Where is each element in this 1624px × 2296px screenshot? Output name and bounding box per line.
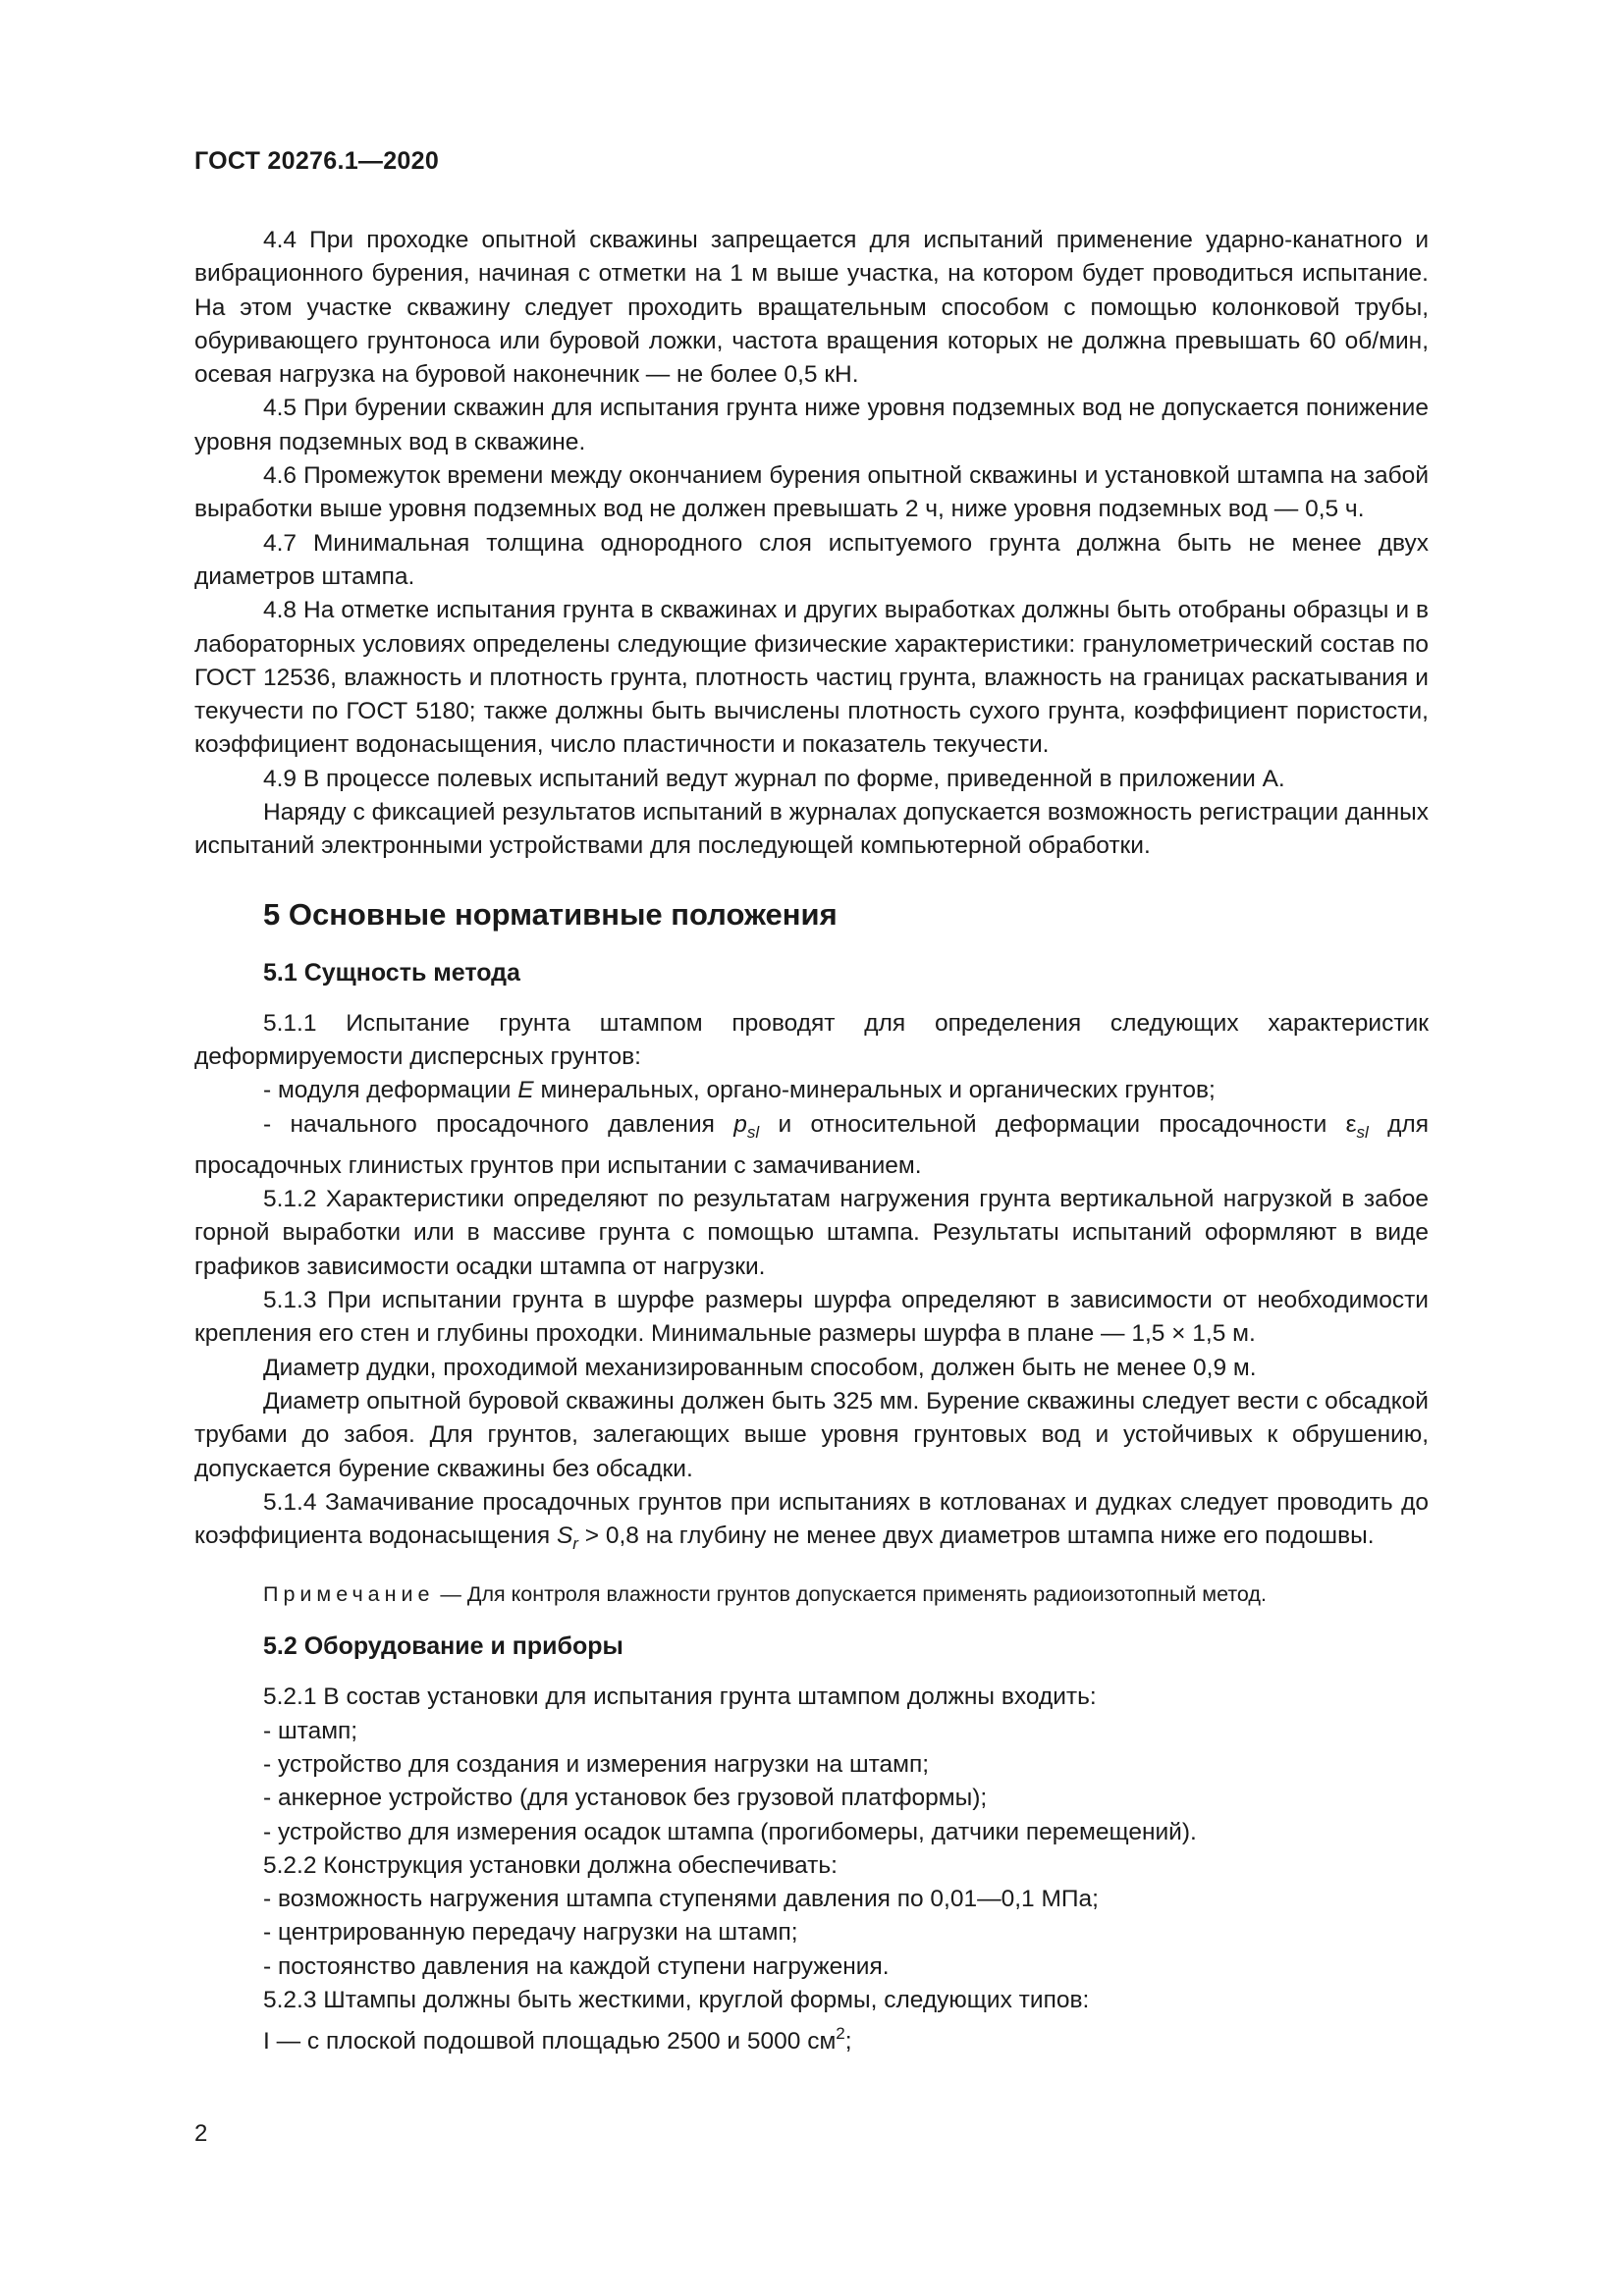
paragraph-4-5: 4.5 При бурении скважин для испытания грунта ниже уровня подземных вод не допускается понижение уровня подземных вод в скважине. — [194, 395, 1429, 455]
symbol-e: E — [517, 1077, 534, 1104]
paragraph-5-1-1: 5.1.1 Испытание грунта штампом проводят для определения следующих характеристик деформируемости дисперсных грунтов: — [194, 1009, 1429, 1070]
list-item: - анкерное устройство (для установок без грузовой платформы); — [263, 1785, 988, 1812]
paragraph-5-1-3-dudka: Диаметр дудки, проходимой механизированным способом, должен быть не менее 0,9 м. — [263, 1354, 1257, 1381]
section-5-heading: 5 Основные нормативные положения — [263, 896, 838, 932]
symbol-s: S — [556, 1522, 573, 1550]
bullet-deformation-modulus: - модуля деформации E минеральных, органо-минеральных и органических грунтов; — [263, 1077, 1216, 1104]
paragraph-4-7: 4.7 Минимальная толщина однородного слоя испытуемого грунта должна быть не менее двух диаметров штампа. — [194, 529, 1429, 590]
paragraph-5-2-2: 5.2.2 Конструкция установки должна обеспечивать: — [263, 1851, 838, 1879]
note-text: — Для контроля влажности грунтов допускается применять радиоизотопный метод. — [434, 1582, 1267, 1607]
paragraph-5-1-2: 5.1.2 Характеристики определяют по результатам нагружения грунта вертикальной нагрузкой в забое горной выработки или в массиве грунта с помощью штампа. Результаты испытаний оформляют в виде графиков зависимости осадки штампа от нагрузки. — [194, 1186, 1429, 1280]
paragraph-5-1-3-borehole: Диаметр опытной буровой скважины должен быть 325 мм. Бурение скважины следует вести с обсадкой трубами до забоя. Для грунтов, залегающих выше уровня грунтовых вод и устойчивых к обрушению, допускается бурение скважины без обсадки. — [194, 1387, 1429, 1482]
list-item: - центрированную передачу нагрузки на штамп; — [263, 1919, 798, 1947]
paragraph-5-1-3: 5.1.3 При испытании грунта в шурфе размеры шурфа определяют в зависимости от необходимости крепления его стен и глубины проходки. Минимальные размеры шурфа в плане — 1,5 × 1,5 м. — [194, 1287, 1429, 1348]
page-number: 2 — [194, 2120, 208, 2147]
paragraph-4-6: 4.6 Промежуток времени между окончанием бурения опытной скважины и установкой штампа на забой выработки выше уровня подземных вод не должен превышать 2 ч, ниже уровня подземных вод — 0,5 ч. — [194, 462, 1429, 523]
note-label: Примечание — [263, 1582, 435, 1607]
bullet-collapse-pressure: - начального просадочного давления $p_{sl}$ и относительной деформации просадочности $\varepsilon_{sl}$ для просадочных глинистых грунтов при испытании с замачиванием. — [194, 1110, 1429, 1179]
subsection-5-2-heading: 5.2 Оборудование и приборы — [263, 1632, 623, 1661]
subsection-5-1-heading: 5.1 Сущность метода — [263, 958, 520, 987]
paragraph-4-9: 4.9 В процессе полевых испытаний ведут журнал по форме, приведенной в приложении А. — [263, 765, 1285, 792]
symbol-p: p — [733, 1110, 747, 1138]
list-item: - возможность нагружения штампа ступенями давления по 0,01—0,1 МПа; — [263, 1886, 1099, 1913]
list-item: - устройство для измерения осадок штампа (прогибомеры, датчики перемещений). — [263, 1818, 1197, 1845]
paragraph-5-2-3: 5.2.3 Штампы должны быть жесткими, круглой формы, следующих типов: — [263, 1987, 1090, 2014]
stamp-type-1: I — с плоской подошвой площадью 2500 и 5000 $см^2$; — [263, 2024, 852, 2056]
list-item: - штамп; — [263, 1717, 358, 1744]
document-body — [194, 224, 1429, 2059]
paragraph-4-4: 4.4 При проходке опытной скважины запрещается для испытаний применение ударно-канатного и вибрационного бурения, начиная с отметки на 1 м выше участка, на котором будет проводиться испытание. На этом участке скважину следует проходить вращательным способом с помощью колонковой трубы, обуривающего грунтоноса или буровой ложки, частота вращения которых не должна превышать 60 об/мин, осевая нагрузка на буровой наконечник — не более 0,5 кН. — [194, 227, 1429, 389]
paragraph-4-9-continued: Наряду с фиксацией результатов испытаний в журналах допускается возможность регистрации данных испытаний электронными устройствами для последующей компьютерной обработки. — [194, 799, 1429, 860]
paragraph-4-8: 4.8 На отметке испытания грунта в скважинах и других выработках должны быть отобраны образцы и в лабораторных условиях определены следующие физические характеристики: гранулометрический состав по ГОСТ 12536, влажность и плотность грунта, плотность частиц грунта, влажность на границах раскатывания и текучести по ГОСТ 5180; также должны быть вычислены плотность сухого грунта, коэффициент пористости, коэффициент водонасыщения, число пластичности и показатель текучести. — [194, 597, 1429, 759]
paragraph-5-2-1: 5.2.1 В состав установки для испытания грунта штампом должны входить: — [263, 1683, 1097, 1711]
list-item: - устройство для создания и измерения нагрузки на штамп; — [263, 1750, 930, 1778]
standard-id: ГОСТ 20276.1—2020 — [194, 147, 440, 175]
paragraph-5-1-4: 5.1.4 Замачивание просадочных грунтов при испытаниях в котлованах и дудках следует проводить до коэффициента водонасыщения $S_r > 0,8$ на глубину не менее двух диаметров штампа ниже его подошвы. — [194, 1488, 1429, 1554]
list-item: - постоянство давления на каждой ступени нагружения. — [263, 1952, 890, 1980]
note — [194, 1578, 1429, 1610]
